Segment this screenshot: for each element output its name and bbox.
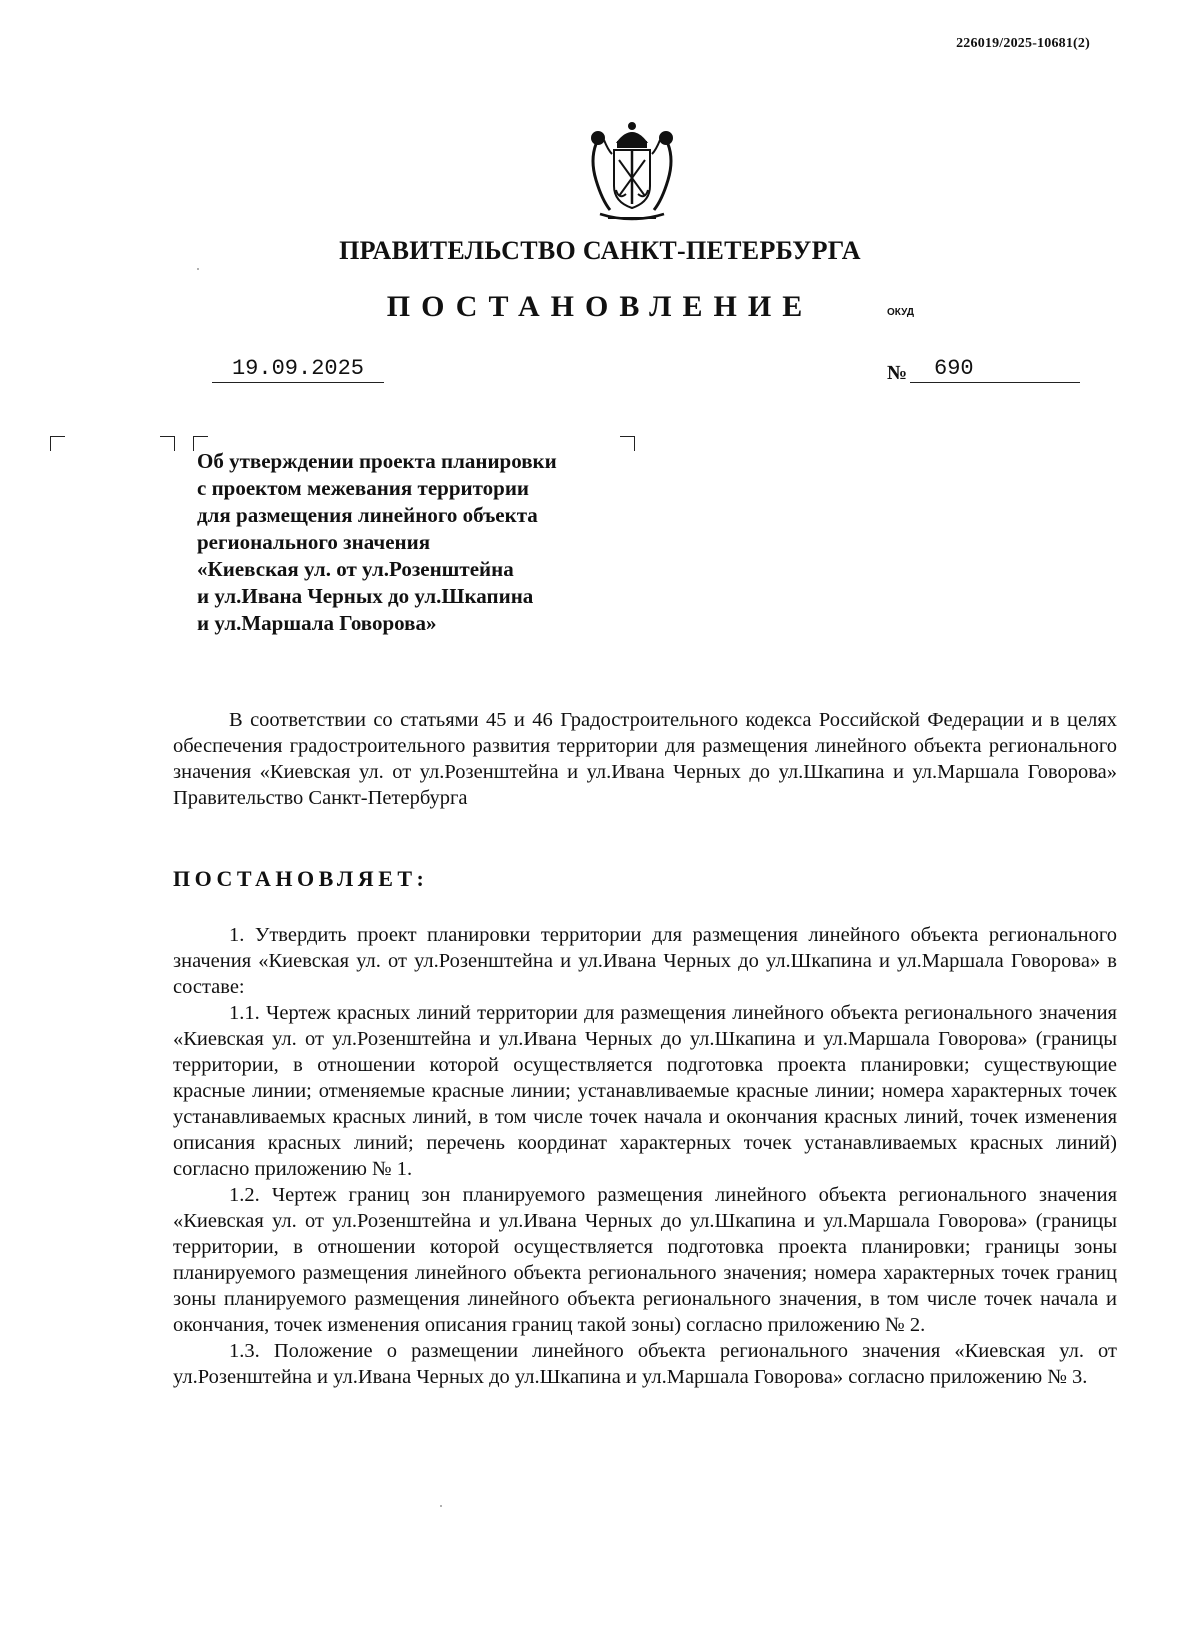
decree-item-1-2: 1.2. Чертеж границ зон планируемого размещения линейного объекта регионального значения «Киевская ул. от ул.Розенштейна и ул.Ивана Черных до ул.Шкапина и ул.Маршала Говорова» (границы территории, в отношении которой осуществляется подготовка проекта планировки; границы зоны планируемого размещения линейного объекта регионального значения; номера характерных точек границ зоны планируемого размещения линейного объекта регионального значения, в том числе точек начала и окончания, точек изменения описания границ такой зоны) согласно приложению № 2.: [173, 1184, 1117, 1336]
preamble-block: [173, 707, 1117, 811]
scan-speck: [440, 1505, 442, 1507]
decree-items: [173, 922, 1117, 1390]
preamble-paragraph: В соответствии со статьями 45 и 46 Градостроительного кодекса Российской Федерации и в целях обеспечения градостроительного развития территории для размещения линейного объекта регионального значения «Киевская ул. от ул.Розенштейна и ул.Ивана Черных до ул.Шкапина и ул.Маршала Говорова» Правительство Санкт-Петербурга: [173, 709, 1117, 809]
margin-corner-mark: [50, 436, 65, 451]
subject-line: и ул.Ивана Черных до ул.Шкапина: [197, 584, 534, 608]
registration-number: 226019/2025-10681(2): [956, 36, 1090, 51]
document-type: ПОСТАНОВЛЕНИЕ: [386, 290, 814, 323]
subject-line: Об утверждении проекта планировки: [197, 449, 557, 473]
decree-item-1-1: 1.1. Чертеж красных линий территории для размещения линейного объекта регионального значения «Киевская ул. от ул.Розенштейна и ул.Ивана Черных до ул.Шкапина и ул.Маршала Говорова» (границы территории, в отношении которой осуществляется подготовка проекта планировки; существующие красные линии; отменяемые красные линии; устанавливаемые красные линии; номера характерных точек устанавливаемых красных линий, в том числе точек начала и окончания красных линий, точек изменения описания красных линий; перечень координат характерных точек устанавливаемых красных линий) согласно приложению № 1.: [173, 1002, 1117, 1180]
document-number: 690: [910, 356, 1080, 383]
subject-line: с проектом межевания территории: [197, 476, 530, 500]
number-sign: №: [887, 362, 908, 384]
okud-label: ОКУД: [887, 307, 914, 318]
document-subject: [197, 448, 637, 637]
subject-line: и ул.Маршала Говорова»: [197, 611, 437, 635]
margin-corner-mark: [160, 436, 175, 451]
decree-item-1: 1. Утвердить проект планировки территории для размещения линейного объекта регионального значения «Киевская ул. от ул.Розенштейна и ул.Ивана Черных до ул.Шкапина и ул.Маршала Говорова» в составе:: [173, 924, 1117, 998]
subject-line: для размещения линейного объекта: [197, 503, 538, 527]
coat-of-arms-icon: [586, 120, 678, 224]
government-title: ПРАВИТЕЛЬСТВО САНКТ-ПЕТЕРБУРГА: [339, 236, 861, 265]
decrees-heading: ПОСТАНОВЛЯЕТ:: [173, 866, 429, 891]
subject-line: регионального значения: [197, 530, 431, 554]
subject-line: «Киевская ул. от ул.Розенштейна: [197, 557, 514, 581]
scan-speck: [197, 268, 199, 270]
document-date: 19.09.2025: [212, 356, 384, 383]
decree-item-1-3: 1.3. Положение о размещении линейного объекта регионального значения «Киевская ул. от ул.Розенштейна и ул.Ивана Черных до ул.Шкапина и ул.Маршала Говорова» согласно приложению № 3.: [173, 1340, 1117, 1388]
